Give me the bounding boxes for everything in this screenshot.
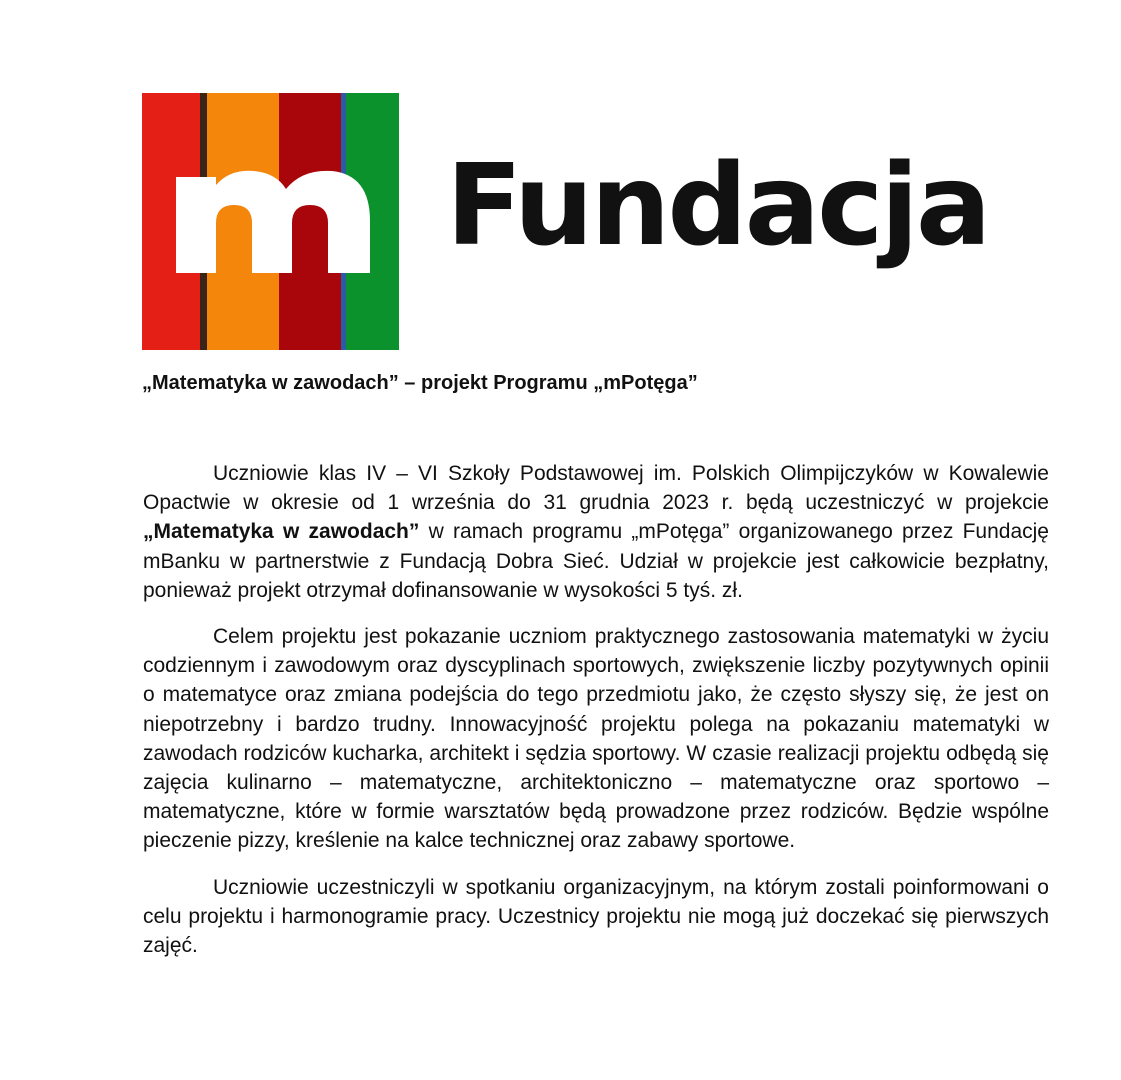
paragraph-1-text-end: w ramach programu „mPotęga” organizowanego przez Fundację mBanku w partnerstwie z Fundacją Dobra Sieć. Udział w projekcie jest całkowicie bezpłatny, ponieważ projekt otrzymał dofinansowanie w wysokości 5 tyś. zł.: [143, 520, 1049, 602]
paragraph-3: Uczniowie uczestniczyli w spotkaniu organizacyjnym, na którym zostali poinformowani o celu projektu i harmonogramie pracy. Uczestnicy projektu nie mogą już doczekać się pierwszych zajęć.: [143, 875, 1049, 958]
document-title: „Matematyka w zawodach” – projekt Programu „mPotęga”: [142, 372, 698, 394]
logo-wordmark: Fundacja: [446, 141, 989, 271]
m-logo-icon: [142, 93, 399, 350]
paragraph-1-text-start: Uczniowie klas IV – VI Szkoły Podstawowej im. Polskich Olimpijczyków w Kowalewie Opactwie w okresie od 1 września do 31 grudnia 2023 r. będą uczestniczyć w projekcie: [143, 462, 1049, 515]
logo-letter-m: [176, 171, 370, 273]
mfundacja-logo-mark: [142, 93, 399, 350]
project-name-bold: „Matematyka w zawodach”: [143, 520, 420, 544]
document-body: [143, 459, 1049, 977]
paragraph-1: [143, 459, 1049, 605]
paragraph-2: Celem projektu jest pokazanie uczniom praktycznego zastosowania matematyki w życiu codziennym i zawodowym oraz dyscyplinach sportowych, zwiększenie liczby pozytywnych opinii o matematyce oraz zmiana podejścia do tego przedmiotu jako, że często słyszy się, że jest on niepotrzebny i bardzo trudny. Innowacyjność projektu polega na pokazaniu matematyki w zawodach rodziców kucharka, architekt i sędzia sportowy. W czasie realizacji projektu odbędą się zajęcia kulinarno – matematyczne, architektoniczno – matematyczne oraz sportowo – matematyczne, które w formie warsztatów będą prowadzone przez rodziców. Będzie wspólne pieczenie pizzy, kreślenie na kalce technicznej oraz zabawy sportowe.: [143, 625, 1049, 853]
